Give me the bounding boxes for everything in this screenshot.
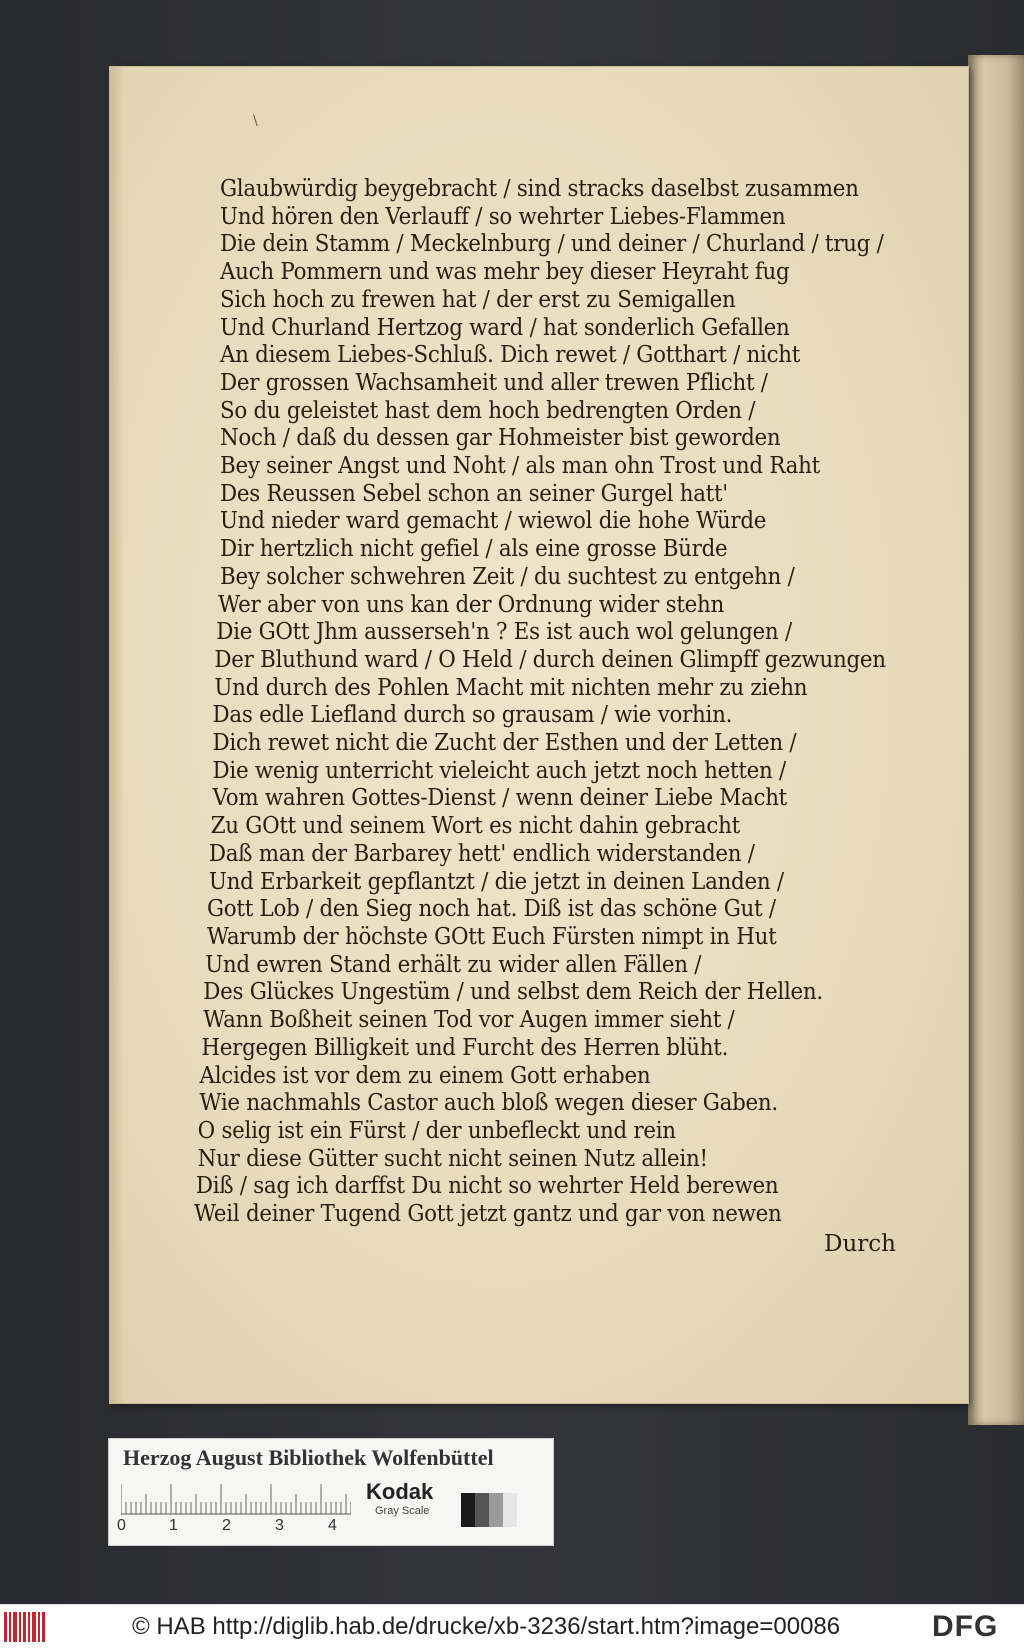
text-line: Noch / daß du dessen gar Hohmeister bist geworden	[220, 425, 781, 452]
text-line: Glaubwürdig beygebracht / sind stracks daselbst zusammen	[220, 176, 859, 202]
dfg-logo: DFG	[932, 1610, 999, 1643]
text-line: Der Bluthund ward / O Held / durch deinen Glimpff gezwungen	[214, 646, 886, 673]
ruler-number: 2	[222, 1517, 231, 1534]
ruler-number: 1	[169, 1517, 178, 1534]
gray-scale-label: Gray Scale	[375, 1505, 430, 1517]
text-line: Und ewren Stand erhält zu wider allen Fällen /	[205, 951, 702, 978]
text-line: Auch Pommern und was mehr bey dieser Heyraht fug	[220, 259, 790, 286]
text-line: Wer aber von uns kan der Ordnung wider stehn	[218, 591, 725, 618]
text-line: Die wenig unterricht vieleicht auch jetzt noch hetten /	[212, 757, 786, 784]
text-line: Die dein Stamm / Meckelnburg / und deiner / Churland / trug /	[220, 231, 884, 258]
text-line: Dich rewet nicht die Zucht der Esthen und der Letten /	[212, 730, 797, 757]
ruler-icon	[121, 1483, 351, 1515]
color-calibration-card	[108, 1438, 554, 1546]
text-line: Der grossen Wachsamheit und aller trewen Pflicht /	[220, 369, 768, 396]
footer-copyright-url[interactable]: © HAB http://diglib.hab.de/drucke/xb-3236/start.htm?image=00086	[132, 1613, 841, 1640]
text-line: Bey solcher schwehren Zeit / du suchtest zu entgehn /	[220, 563, 795, 590]
ruler-number: 3	[275, 1517, 284, 1534]
text-line: Hergegen Billigkeit und Furcht des Herren blüht.	[201, 1034, 729, 1061]
text-line: Und Churland Hertzog ward / hat sonderlich Gefallen	[220, 314, 790, 341]
gray-swatches	[461, 1493, 517, 1527]
next-page-edge	[968, 55, 1024, 1425]
text-line: Daß man der Barbarey hett' endlich widerstanden /	[208, 840, 755, 867]
text-line: Das edle Liefland durch so grausam / wie vorhin.	[212, 702, 733, 729]
text-line: Sich hoch zu frewen hat / der erst zu Semigallen	[220, 286, 736, 313]
poem-text	[193, 176, 890, 1229]
text-line: Diß / sag ich darffst Du nicht so wehrter Held berewen	[195, 1173, 779, 1200]
ruler-number: 0	[117, 1517, 126, 1534]
hab-barcode-icon	[4, 1612, 46, 1642]
text-line: Bey seiner Angst und Noht / als man ohn Trost und Raht	[220, 453, 820, 480]
library-name: Herzog August Bibliothek Wolfenbüttel	[123, 1445, 494, 1470]
text-line: Und hören den Verlauff / so wehrter Liebes-Flammen	[220, 203, 786, 230]
text-line: Vom wahren Gottes-Dienst / wenn deiner Liebe Macht	[212, 785, 788, 812]
text-line: O selig ist ein Fürst / der unbefleckt und rein	[197, 1117, 676, 1144]
text-line: Wann Boßheit seinen Tod vor Augen immer sieht /	[203, 1007, 735, 1034]
text-line: Und nieder ward gemacht / wiewol die hohe Würde	[220, 508, 767, 535]
text-line: Dir hertzlich nicht gefiel / als eine grosse Bürde	[220, 536, 728, 563]
text-line: An diesem Liebes-Schluß. Dich rewet / Gotthart / nicht	[220, 342, 801, 369]
footer-bar	[0, 1604, 1024, 1648]
kodak-logo: Kodak	[366, 1479, 434, 1504]
catchword: Durch	[824, 1231, 896, 1257]
text-line: Wie nachmahls Castor auch bloß wegen dieser Gaben.	[199, 1090, 778, 1117]
text-line: Warumb der höchste GOtt Euch Fürsten nimpt in Hut	[206, 923, 777, 950]
text-line: Weil deiner Tugend Gott jetzt gantz und gar von newen	[193, 1201, 782, 1228]
text-line: Und Erbarkeit gepflantzt / die jetzt in deinen Landen /	[208, 868, 784, 895]
text-line: Des Reussen Sebel schon an seiner Gurgel hatt'	[220, 480, 728, 507]
page-mark: \	[253, 113, 258, 129]
text-line: Des Glückes Ungestüm / und selbst dem Reich der Hellen.	[203, 979, 823, 1006]
text-line: Die GOtt Jhm ausserseh'n ? Es ist auch wol gelungen /	[216, 619, 792, 646]
text-line: Zu GOtt und seinem Wort es nicht dahin gebracht	[210, 813, 740, 840]
text-line: So du geleistet hast dem hoch bedrengten Orden /	[220, 397, 756, 424]
book-page	[110, 67, 968, 1403]
ruler-number: 4	[328, 1517, 337, 1534]
text-line: Und durch des Pohlen Macht mit nichten mehr zu ziehn	[214, 674, 808, 701]
text-line: Nur diese Gütter sucht nicht seinen Nutz allein!	[197, 1145, 708, 1172]
text-line: Alcides ist vor dem zu einem Gott erhaben	[199, 1062, 651, 1089]
text-line: Gott Lob / den Sieg noch hat. Diß ist das schöne Gut /	[206, 896, 776, 923]
